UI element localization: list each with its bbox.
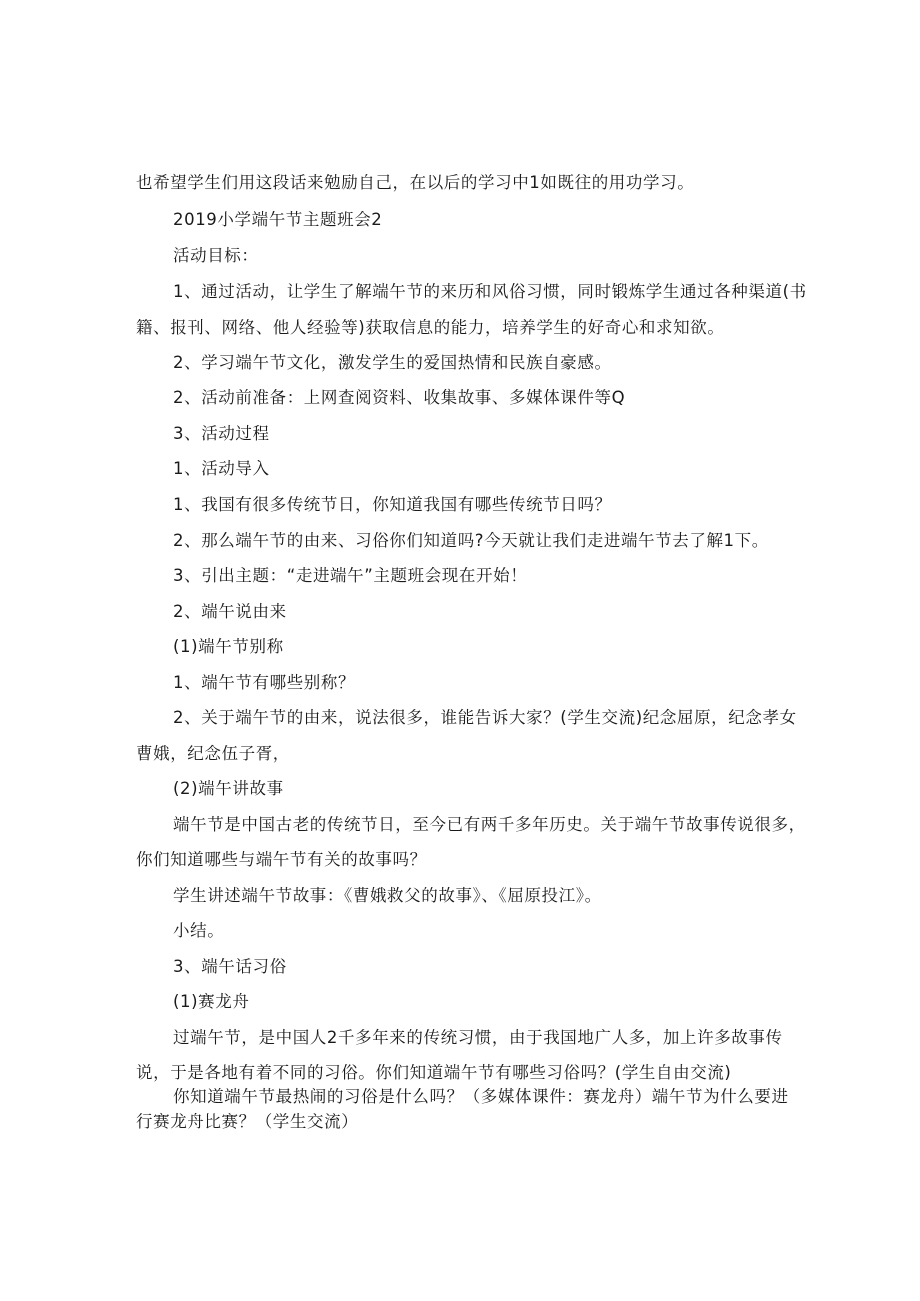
paragraph-line: 籍、报刊、网络、他人经验等)获取信息的能力，培养学生的好奇心和求知欲。 xyxy=(136,318,725,337)
paragraph-line: 过端午节，是中国人2千多年来的传统习惯，由于我国地广人多，加上许多故事传 xyxy=(173,1028,783,1047)
paragraph-line: 2、那么端午节的由来、习俗你们知道吗?今天就让我们走进端午节去了解1下。 xyxy=(173,531,769,550)
paragraph-line: 1、我国有很多传统节日，你知道我国有哪些传统节日吗？ xyxy=(173,495,612,514)
heading-line: (2)端午讲故事 xyxy=(173,779,284,798)
heading-line: 3、端午话习俗 xyxy=(173,957,287,976)
section-title: 2019小学端午节主题班会2 xyxy=(173,210,383,229)
paragraph-line: 端午节是中国古老的传统节日，至今已有两千多年历史。关于端午节故事传说很多， xyxy=(173,815,806,834)
heading-line: 1、活动导入 xyxy=(173,459,270,478)
heading-line: 3、活动过程 xyxy=(173,424,270,443)
paragraph-line: 2、关于端午节的由来，说法很多，谁能告诉大家？(学生交流)纪念屈原，纪念孝女 xyxy=(173,708,797,727)
paragraph-line: 1、通过活动，让学生了解端午节的来历和风俗习惯，同时锻炼学生通过各种渠道(书 xyxy=(173,282,807,301)
paragraph-line: 3、引出主题：“走进端午”主题班会现在开始！ xyxy=(173,566,528,585)
heading-line: (1)端午节别称 xyxy=(173,637,284,656)
paragraph-line: 说，于是各地有着不同的习俗。你们知道端午节有哪些习俗吗？(学生自由交流) xyxy=(136,1063,732,1082)
heading-line: 活动目标： xyxy=(173,246,259,265)
paragraph-line: 你们知道哪些与端午节有关的故事吗？ xyxy=(136,850,427,869)
paragraph-line: 曹娥，纪念伍子胥， xyxy=(136,744,290,763)
paragraph-line: 1、端午节有哪些别称？ xyxy=(173,673,356,692)
paragraph-line: 行赛龙舟比赛？（学生交流） xyxy=(136,1112,359,1131)
paragraph-line: 小结。 xyxy=(173,921,225,940)
paragraph-line: 你知道端午节最热闹的习俗是什么吗？（多媒体课件：赛龙舟）端午节为什么要进 xyxy=(173,1087,789,1106)
paragraph-line: 学生讲述端午节故事：《曹娥救父的故事》、《屈原投江》。 xyxy=(173,886,602,905)
heading-line: (1)赛龙舟 xyxy=(173,992,250,1011)
paragraph-line: 也希望学生们用这段话来勉励自己，在以后的学习中1如既往的用功学习。 xyxy=(136,173,695,192)
paragraph-line: 2、活动前准备：上网查阅资料、收集故事、多媒体课件等Q xyxy=(173,388,626,407)
paragraph-line: 2、学习端午节文化，激发学生的爱国热情和民族自豪感。 xyxy=(173,353,612,372)
heading-line: 2、端午说由来 xyxy=(173,602,287,621)
